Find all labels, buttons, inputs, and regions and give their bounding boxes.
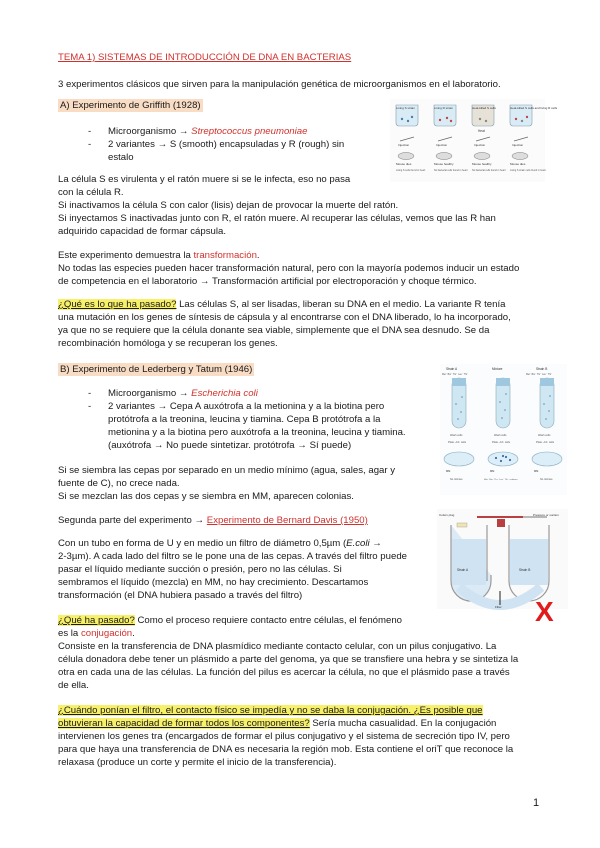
red-x-mark: X xyxy=(535,596,554,627)
genotype-label: Met⁻ Bio⁻ Thr⁺ Leu⁺ Thi⁺ xyxy=(442,374,469,376)
paragraph-line: Este experimento demuestra la transformación. xyxy=(58,250,260,261)
list-item: - 2 variantes → Cepa A auxótrofa a la metionina y a la biotina pero xyxy=(88,401,385,412)
mm-label: MM xyxy=(446,470,451,473)
paragraph-line: Consiste en la transferencia de DNA plasmídico mediante contacto celular, con un pilus conjugativo. La xyxy=(58,641,497,652)
petri-dish-icon xyxy=(532,452,562,466)
strain-a-label: Strain A xyxy=(446,367,458,371)
page-title: TEMA 1) SISTEMAS DE INTRODUCCIÓN DE DNA EN BACTERIAS xyxy=(58,52,352,63)
list-item-continuation: estalo xyxy=(108,152,134,163)
paragraph-line: relaxasa (produce un corte y permite el inicio de la transferencia). xyxy=(58,757,337,768)
paragraph-line: Si inyectamos S inactivadas junto con R, el ratón muere. Al recuperar las células, vemos que las R han xyxy=(58,213,496,224)
pump-icon xyxy=(497,519,505,527)
section-b-heading: B) Experimento de Lederberg y Tatum (1946) xyxy=(60,364,253,375)
paragraph-line: pasar el líquido mediante succión o presión, pero no las células. Si xyxy=(58,564,342,575)
wash-label: Wash cells xyxy=(450,434,463,437)
mouse-icon xyxy=(436,153,452,160)
list-item: - Microorganismo → Escherichia coli xyxy=(88,388,258,399)
section-a-heading: A) Experimento de Griffith (1928) xyxy=(60,100,201,111)
paragraph-line: adquirido capacidad de formar cápsula. xyxy=(58,226,226,237)
paragraph-line: de ella. xyxy=(58,680,89,691)
mouse-icon xyxy=(474,153,490,160)
paragraph-line: Si se siembra las cepas por separado en un medio mínimo (agua, sales, agar y xyxy=(58,465,396,476)
paragraph-line: transformación (el DNA hubiera pasado a través del filtro) xyxy=(58,590,303,601)
label-mix: Heat-killed S cells and living R cells xyxy=(510,106,558,110)
paragraph-line: ¿Qué ha pasado? Como el proceso requiere contacto entre células, el fenómeno xyxy=(58,615,402,626)
injection-label: Injection xyxy=(474,143,486,147)
mouse-icon xyxy=(512,153,528,160)
petri-dish-icon xyxy=(488,452,518,466)
result-label: Mouse healthy xyxy=(472,162,492,166)
cotton-plug-label: Cotton plug xyxy=(439,513,455,517)
mm-label: MM xyxy=(534,470,539,473)
strain-b-label: Strain B xyxy=(519,568,531,572)
mm-label: MM xyxy=(490,470,495,473)
paragraph-line: Con un tubo en forma de U y en medio un filtro de diámetro 0,5µm (E.coli → xyxy=(58,538,382,549)
plate-label: Plate ~10⁸ cells xyxy=(448,441,467,444)
result-label: Mouse dies xyxy=(396,162,412,166)
tube-icon xyxy=(452,378,466,428)
paragraph-line: una mutación en los genes de síntesis de cápsula y al encontrarse con el DNA liberado, lo ha incorporado, xyxy=(58,312,511,323)
list-item: - Microorganismo → Streptococcus pneumoniae xyxy=(88,126,308,137)
pressure-label: Pressure or suction xyxy=(533,513,559,517)
result-label: No colonies xyxy=(450,478,463,481)
heat-label: Heat xyxy=(478,129,485,133)
paragraph-line: otra en cada una de las células. La función del pilus es acercar la célula, no que el plásmido pase a través xyxy=(58,667,510,678)
paragraph-line: obtuvieran la capacidad de formar todos los componentes? Sería mucha casualidad. En la conjugación xyxy=(58,718,497,729)
paragraph-line: ¿Cuándo ponían el filtro, el contacto físico se impedía y no se daba la conjugación. ¿Es posible que xyxy=(58,705,483,716)
result-label: Mouse healthy xyxy=(434,162,454,166)
plate-label: Plate ~10⁸ cells xyxy=(536,441,555,444)
paragraph-line: No todas las especies pueden hacer transformación natural, pero con la mayoría podemos inducir un estado xyxy=(58,263,520,274)
tube-icon xyxy=(540,378,554,428)
paragraph-line: La célula S es virulenta y el ratón muere si se le infecta, eso no pasa xyxy=(58,174,351,185)
wash-label: Wash cells xyxy=(538,434,551,437)
davis-u-tube-figure xyxy=(437,509,568,609)
subresult-label: Living S strain cells found in heart xyxy=(510,169,546,172)
petri-dish-icon xyxy=(444,452,474,466)
paragraph-line: recombinación homóloga y se recuperan los genes. xyxy=(58,338,278,349)
wash-label: Wash cells xyxy=(494,434,507,437)
injection-label: Injection xyxy=(436,143,448,147)
label-heat-killed: Heat-killed S cells xyxy=(472,106,496,110)
page-number: 1 xyxy=(533,797,540,809)
paragraph-line: para que haya una transferencia de DNA es necesaria la región mob. Esta contiene el oriT que reconoce la xyxy=(58,744,514,755)
list-item-continuation: protótrofa a la treonina, leucina y tiamina. Cepa B protótrofa a la xyxy=(108,414,381,425)
paragraph-line: ¿Qué es lo que ha pasado? Las células S, al ser lisadas, liberan su DNA en el medio. La variante R tenía xyxy=(58,299,506,310)
strain-a-label: Strain A xyxy=(457,568,469,572)
injection-label: Injection xyxy=(512,143,524,147)
paragraph-line: intervienen los genes tra (encargados de formar el pilus conjugativo y el sistema de secreción tipo IV, pero xyxy=(58,731,510,742)
paragraph-line: sembramos el líquido (mezcla) en MM, no hay crecimiento. Descartamos xyxy=(58,577,369,588)
genotype-label: Met⁺ Bio⁺ Thr⁻ Leu⁻ Thi⁻ xyxy=(526,374,553,376)
strain-b-label: Strain B xyxy=(536,367,548,371)
tube-icon xyxy=(496,378,510,428)
plate-label: Plate ~10⁸ cells xyxy=(492,441,511,444)
list-item-continuation: (auxótrofa → No puede sintetizar. protótrofa → Sí puede) xyxy=(108,440,352,451)
result-label: No colonies xyxy=(540,478,553,481)
paragraph-line: célula donadora debe tener un plásmido a parte del genoma, ya que se transfiere una hebra y se sintetiza la xyxy=(58,654,519,665)
mixture-label: Mixture xyxy=(492,367,503,371)
result-label: Mouse dies xyxy=(510,162,526,166)
paragraph-line: Si inactivamos la célula S con calor (lisis) dejan de provocar la muerte del ratón. xyxy=(58,200,399,211)
injection-label: Injection xyxy=(398,143,410,147)
label-living-r: Living R strain xyxy=(434,106,454,110)
paragraph-line: 2-3µm). A cada lado del filtro se le pone una de las cepas. A través del filtro puede xyxy=(58,551,407,562)
label-living-s: Living S strain xyxy=(396,106,415,110)
griffith-figure xyxy=(390,99,558,182)
subresult-label: No bacterial cells found in heart xyxy=(472,169,506,172)
paragraph-line: Si se mezclan las dos cepas y se siembra en MM, aparecen colonias. xyxy=(58,491,354,502)
subresult-label: No bacterial cells found in heart xyxy=(434,169,468,172)
intro-text: 3 experimentos clásicos que sirven para la manipulación genética de microorganismos en el laboratorio. xyxy=(58,79,501,90)
subresult-label: Living S cells found in heart xyxy=(396,169,426,172)
filter-label: Filter xyxy=(495,605,502,609)
result-label: Met⁺ Bio⁺ Thr⁺ Leu⁺ Thi⁺ colonies xyxy=(484,479,518,481)
list-item-continuation: metionina y a la biotina pero auxótrofa a la treonina, leucina y tiamina. xyxy=(108,427,406,438)
paragraph-line: ya que no se requiere que la célula donante sea viable, simplemente que el DNA sea desnudo. Se da xyxy=(58,325,490,336)
paragraph-line: Segunda parte del experimento → Experimento de Bernard Davis (1950) xyxy=(58,515,368,526)
paragraph-line: fuente de C), no crece nada. xyxy=(58,478,180,489)
lederberg-figure xyxy=(440,364,567,495)
list-item: - 2 variantes → S (smooth) encapsuladas y R (rough) sin xyxy=(88,139,345,150)
paragraph-line: es la conjugación. xyxy=(58,628,135,639)
paragraph-line: con la célula R. xyxy=(58,187,124,198)
mouse-icon xyxy=(398,153,414,160)
paragraph-line: de competencia en el laboratorio → Transformación artificial por electroporación y choque térmico. xyxy=(58,276,477,287)
bernard-davis-link[interactable]: Experimento de Bernard Davis (1950) xyxy=(206,515,368,526)
